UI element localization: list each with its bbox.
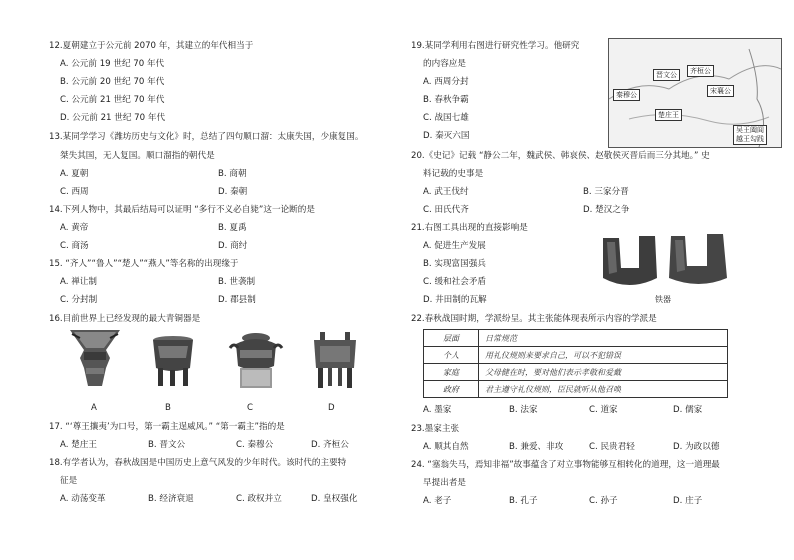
q15-option-a: A. 禅让制: [60, 277, 97, 287]
table-row: [424, 347, 728, 364]
q19-option-d: D. 秦灭六国: [423, 131, 470, 141]
q24-option-c: C. 孙子: [589, 496, 618, 506]
q12-option-b: B. 公元前 20 世纪 70 年代: [60, 77, 165, 87]
bronze-ding-square-image: [310, 330, 360, 390]
bronze-ding-lidded-image: [228, 332, 284, 390]
q24-option-a: A. 老子: [423, 496, 452, 506]
q22-option-a: A. 墨家: [423, 405, 452, 415]
table-row: [424, 364, 728, 381]
q23-option-b: B. 兼爱、非攻: [509, 442, 564, 452]
q24-option-b: B. 孔子: [509, 496, 538, 506]
q18-option-a: A. 动荡变革: [60, 494, 106, 504]
table-cell-level: 个人: [424, 347, 479, 364]
table-cell-norm: 日常规范: [479, 330, 728, 347]
spring-autumn-hegemons-map: [608, 38, 782, 148]
q20-option-d: D. 楚汉之争: [583, 205, 630, 215]
table-cell-norm: 父母健在时，要对他们表示孝敬和爱戴: [479, 364, 728, 381]
q23-option-d: D. 为政以德: [673, 442, 720, 452]
q13-option-b: B. 商朝: [218, 169, 247, 179]
q13-stem-line1: 13.某同学学习《潍坊历史与文化》时，总结了四句顺口溜：太康失国，少康复国。: [49, 132, 364, 142]
table-row: [424, 330, 728, 347]
q19-option-c: C. 战国七雄: [423, 113, 469, 123]
q20-option-b: B. 三家分晋: [583, 187, 629, 197]
q14-option-a: A. 黄帝: [60, 223, 89, 233]
q13-option-a: A. 夏朝: [60, 169, 89, 179]
q24-stem-line1: 24. “塞翁失马，焉知非福”故事蕴含了对立事物能够互相转化的道理，这一道理最: [411, 460, 720, 470]
q12-option-c: C. 公元前 21 世纪 70 年代: [60, 95, 165, 105]
q15-option-d: D. 郡县制: [218, 295, 256, 305]
map-label-wu-yue: 吴王阖闾 越王勾践: [733, 125, 767, 145]
q13-option-d: D. 秦朝: [218, 187, 248, 197]
q17-option-b: B. 晋文公: [148, 440, 186, 450]
map-label-jin: 晋文公: [653, 69, 680, 81]
iron-tools-caption: 铁器: [655, 295, 671, 304]
q15-option-c: C. 分封制: [60, 295, 98, 305]
table-row: [424, 381, 728, 398]
q22-option-d: D. 儒家: [673, 405, 703, 415]
q19-option-b: B. 春秋争霸: [423, 95, 469, 105]
q20-option-a: A. 武王伐纣: [423, 187, 469, 197]
q22-stem: 22.春秋战国时期，学派纷呈。其主张能体现表所示内容的学派是: [411, 314, 657, 324]
q19-stem-line1: 19.某同学利用右图进行研究性学习。他研究: [411, 41, 580, 51]
q18-option-d: D. 皇权强化: [311, 494, 358, 504]
table-cell-norm: 君主遵守礼仪规则，臣民就听从他召唤: [479, 381, 728, 398]
q17-option-c: C. 秦穆公: [236, 440, 274, 450]
q12-option-a: A. 公元前 19 世纪 70 年代: [60, 59, 165, 69]
q16-label-a: A: [91, 403, 97, 413]
q13-option-c: C. 西周: [60, 187, 89, 197]
q14-option-c: C. 商汤: [60, 241, 89, 251]
table-cell-norm: 用礼仪规则来要求自己，可以不犯错误: [479, 347, 728, 364]
q15-option-b: B. 世袭制: [218, 277, 256, 287]
q21-option-c: C. 缓和社会矛盾: [423, 277, 487, 287]
map-label-qi: 齐桓公: [687, 65, 714, 77]
bronze-zun-image: [66, 328, 124, 390]
q23-option-a: A. 顺其自然: [423, 442, 469, 452]
q19-stem-line2: 的内容应是: [423, 59, 466, 69]
q12-option-d: D. 公元前 21 世纪 70 年代: [60, 113, 166, 123]
table-cell-level: 层面: [424, 330, 479, 347]
q21-option-d: D. 井田制的瓦解: [423, 295, 487, 305]
q17-option-d: D. 齐桓公: [311, 440, 349, 450]
q19-option-a: A. 西周分封: [423, 77, 469, 87]
q21-option-a: A. 促进生产发展: [423, 241, 486, 251]
q20-stem-line1: 20.《史记》记载 “静公二年，魏武侯、韩哀侯、赵敬侯灭晋后而三分其地。” 史: [411, 151, 710, 161]
q18-stem-line1: 18.有学者认为，春秋战国是中国历史上意气风发的少年时代。该时代的主要特: [49, 458, 347, 468]
bronze-gui-image: [150, 334, 196, 388]
table-cell-level: 政府: [424, 381, 479, 398]
map-label-qin: 秦穆公: [613, 89, 640, 101]
q16-stem: 16.目前世界上已经发现的最大青铜器是: [49, 314, 201, 324]
q18-option-c: C. 政权并立: [236, 494, 282, 504]
q13-stem-line2: 桀失其国，无人复国。顺口溜指的朝代是: [60, 151, 215, 161]
map-label-song: 宋襄公: [707, 85, 734, 97]
q18-stem-line2: 征是: [60, 476, 78, 486]
q21-option-b: B. 实现富国强兵: [423, 259, 486, 269]
q16-label-d: D: [328, 403, 335, 413]
q20-stem-line2: 料记载的史事是: [423, 169, 484, 179]
q14-option-b: B. 夏禹: [218, 223, 247, 233]
table-cell-level: 家庭: [424, 364, 479, 381]
q12-stem: 12.夏朝建立于公元前 2070 年，其建立的年代相当于: [49, 41, 254, 51]
q18-option-b: B. 经济衰退: [148, 494, 194, 504]
q14-stem: 14.下列人物中，其最后结局可以证明 “多行不义必自毙”这一论断的是: [49, 205, 315, 215]
q24-option-d: D. 庄子: [673, 496, 703, 506]
q16-label-c: C: [247, 403, 254, 413]
iron-tools-image: [599, 232, 733, 292]
q23-stem: 23.墨家主张: [411, 424, 460, 434]
q21-stem: 21.右图工具出现的直接影响是: [411, 223, 528, 233]
q22-table: [423, 329, 728, 398]
q22-option-b: B. 法家: [509, 405, 538, 415]
q14-option-d: D. 商纣: [218, 241, 248, 251]
q20-option-c: C. 田氏代齐: [423, 205, 469, 215]
q17-option-a: A. 楚庄王: [60, 440, 97, 450]
q22-option-c: C. 道家: [589, 405, 618, 415]
q23-option-c: C. 民贵君轻: [589, 442, 635, 452]
q24-stem-line2: 早提出者是: [423, 478, 466, 488]
q17-stem: 17. “‘尊王攘夷’为口号，第一霸主逞威风。” “第一霸主”指的是: [49, 422, 285, 432]
q16-label-b: B: [165, 403, 171, 413]
q15-stem: 15. “齐人”“鲁人”“楚人”“燕人”等名称的出现缘于: [49, 259, 239, 269]
map-label-chu: 楚庄王: [655, 109, 682, 121]
